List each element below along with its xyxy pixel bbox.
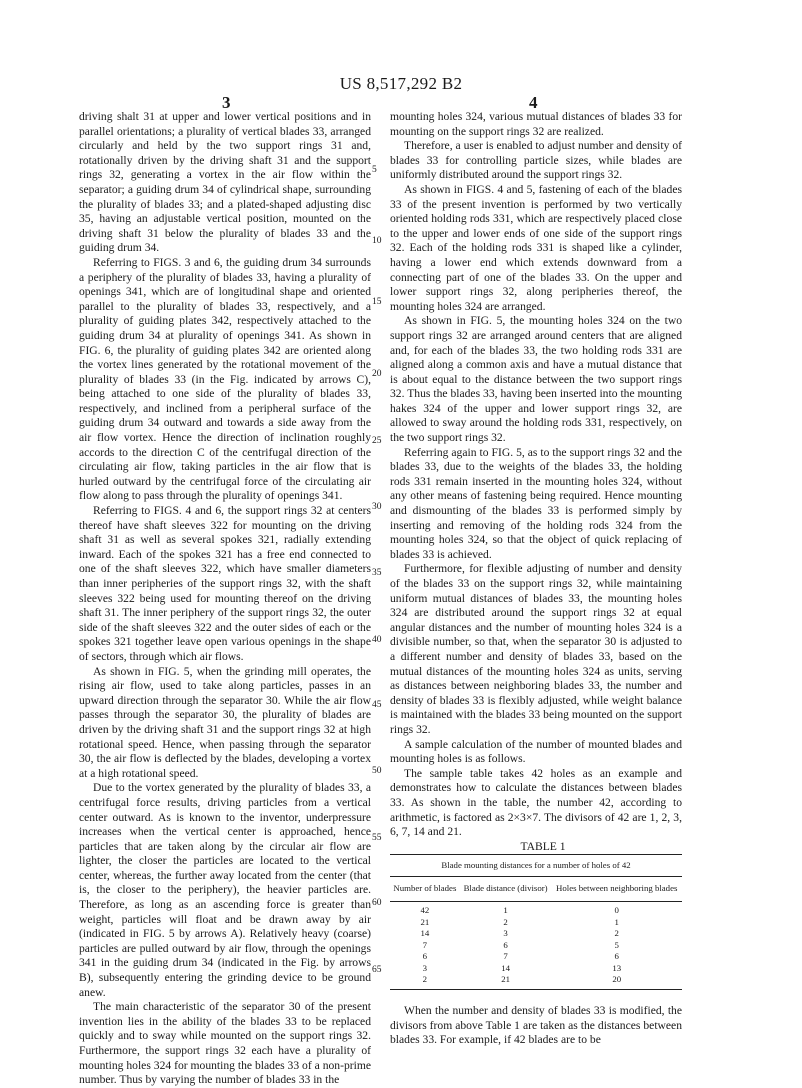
line-number: 40: [372, 635, 382, 645]
table-cell: 3: [503, 928, 508, 939]
table-row: [390, 963, 682, 975]
table-row: [390, 928, 682, 940]
table-cell: 6: [503, 939, 508, 950]
table-cell: 42: [420, 905, 430, 916]
table-cell: 14: [420, 928, 430, 939]
right-column: [390, 110, 682, 1048]
right-paragraph: Referring again to FIG. 5, as to the support rings 32 and the blades 33, due to the weights of the blades 33, the holding rods 331 remain inserted in the mounting holes 324, without any other means of fastening being required. Hence mounting and dismounting of the blades 33 is performed simply by inserting and removing of the holding rods 324 from the mounting holes 324, so that the object of quick replacing of blades 33 is achieved.: [390, 445, 682, 561]
right-paragraph: As shown in FIGS. 4 and 5, fastening of each of the blades 33 of the present invention is performed by two vertically oriented holding rods 331, which are respectively placed close to the upper and lower ends of one side of the support rings 32. Each of the holding rods 331 is shaped like a cylinder, having a lower end which extends downward from a connecting part of one of the blades 33. On the upper and lower support rings 32, along peripheries thereof, the mounting holes 324 are arranged.: [390, 182, 682, 313]
table-caption: Blade mounting distances for a number of holes of 42: [390, 854, 682, 877]
column-number-left: 3: [222, 93, 231, 112]
table-cell: 7: [422, 939, 428, 950]
table-row: [390, 951, 682, 963]
table-row: [390, 902, 682, 917]
line-number: 55: [372, 833, 382, 843]
table-cell: 13: [612, 962, 622, 973]
left-paragraph: Referring to FIGS. 3 and 6, the guiding drum 34 surrounds a periphery of the plurality of blades 33, having a plurality of openings 341, which are of longitudinal shape and oriented parallel to the plurality of blades 33, respectively, and a plurality of guiding plates 342, respectively attached to the guiding drum 34 at plurality of openings 341. As shown in FIG. 6, the plurality of guiding plates 342 are oriented along the vortex lines generated by the rotational movement of the plurality of blades 33 (in the Fig. indicated by arrows C), being attached to one side of the plurality of blades 33, respectively, and inclined from a peripheral surface of the guiding drum 34 outward and towards a side away from the air flow vortex. Hence the direction of inclination roughly accords to the direction C of the centrifugal direction of the circulating air flow, taking particles in the air flow that is hurled outward by the centrifugal force of the circulating air flow along to pass through the plurality of openings 341.: [79, 255, 371, 503]
left-column: [79, 110, 371, 1088]
table-header: Blade distance (divisor): [460, 877, 552, 902]
table-cell: 0: [614, 905, 619, 916]
table-cell: 21: [420, 916, 430, 927]
line-number: 30: [372, 502, 382, 512]
left-paragraph: driving shalt 31 at upper and lower vertical positions and in parallel orientations; a plurality of vertical blades 33, arranged circularly and held by the two support rings 31 and, rotationally driven by the driving shaft 31 and the support rings 32, generating a vortex in the air flow within the separator; a guiding drum 34 of cylindrical shape, surrounding the plurality of blades 33; and a plated-shaped adjusting disc 35, having an adjustable vertical position, mounted on the driving shaft 31 below the plurality of blades 33 and the guiding drum 34.: [79, 110, 371, 255]
table-row: [390, 974, 682, 989]
line-number: 10: [372, 236, 382, 246]
line-number: 50: [372, 766, 382, 776]
right-paragraph: When the number and density of blades 33 is modified, the divisors from above Table 1 are taken as the distances between blades 33. For example, if 42 blades are to be: [390, 1003, 682, 1047]
line-number: 25: [372, 436, 382, 446]
table-cell: 3: [422, 962, 428, 973]
table-cell: 5: [614, 939, 619, 950]
table-header: Number of blades: [390, 877, 460, 902]
left-paragraph: Due to the vortex generated by the plurality of blades 33, a centrifugal force results, driving particles from a vertical center outward. As is known to the inventor, underpressure increases when the vertical center is approached, hence particles that are taken along by the circular air flow are lighter, the closer the particles are located to the vertical center, whereas, the further away located from the center (that is, the closer to the periphery), the heavier particles are. Therefore, as long as an ascending force is greater than weight, particles will float and be drawn away by air (indicated in FIG. 5 by arrows A). Relatively heavy (coarse) particles are pulled outward by air flow, through the openings 341 in the guiding drum 34 (indicated in the Fig. by arrows B), subsequently entering the grinding device to be ground anew.: [79, 781, 371, 999]
table-cell: 20: [551, 974, 682, 989]
patent-number: US 8,517,292 B2: [339, 74, 463, 93]
blade-distance-table: [390, 854, 682, 990]
table-header: Holes between neighboring blades: [551, 877, 682, 902]
table-cell: 2: [390, 974, 460, 989]
table-cell: 1: [614, 916, 619, 927]
right-paragraph: The sample table takes 42 holes as an example and demonstrates how to calculate the distances between blades 33. As shown in the table, the number 42, according to arithmetic, is factored as 2×3×7. The divisors of 42 are 1, 2, 3, 6, 7, 14 and 21.: [390, 766, 682, 839]
line-number: 20: [372, 369, 382, 379]
line-number: 65: [372, 965, 382, 975]
line-number: 15: [372, 297, 382, 307]
table-title: TABLE 1: [520, 839, 566, 853]
table-cell: 14: [501, 962, 510, 973]
table-cell: 1: [503, 905, 508, 916]
table-cell: 6: [614, 951, 619, 962]
table-cell: 6: [422, 951, 428, 962]
left-paragraph: The main characteristic of the separator 30 of the present invention lies in the ability of the blades 33 to be replaced quickly and to sway while mounted on the support rings 32. Furthermore, the support rings 32 each have a plurality of mounting holes 324 for mounting the blades 33 of a non-prime number. Thus by varying the number of blades 33 in the: [79, 1000, 371, 1087]
table-cell: 2: [614, 928, 619, 939]
right-paragraph: mounting holes 324, various mutual distances of blades 33 for mounting on the support rings 32 are realized.: [390, 110, 682, 138]
right-paragraph: A sample calculation of the number of mounted blades and mounting holes is as follows.: [390, 737, 682, 766]
line-number: 45: [372, 700, 382, 710]
right-paragraph: As shown in FIG. 5, the mounting holes 324 on the two support rings 32 are arranged around centers that are aligned and, for each of the blades 33, the two holding rods 331 are aligned along a common axis and have a mutual distance that is about equal to the distance between the two support rings 32. Thus the blades 33, having been inserted into the mounting hakes 324 of the upper and lower support rings 32, are allowed to sway around the holding rods 331, respectively, on the two support rings 32.: [390, 314, 682, 445]
table-cell: 21: [460, 974, 552, 989]
table-cell: 2: [503, 916, 508, 927]
left-paragraph: As shown in FIG. 5, when the grinding mill operates, the rising air flow, used to take along particles, passes in an upward direction through the separator 30. While the air flow passes through the separator 30, the plurality of blades are driven by the driving shaft 31 and the support rings 32 at high rotational speed. Hence, when passing through the separator 30, the air flow is deflected by the blades, developing a vortex at a high rotational speed.: [79, 664, 371, 780]
table-row: [390, 940, 682, 952]
line-number: 5: [372, 165, 377, 175]
line-number: 35: [372, 568, 382, 578]
right-paragraph: Therefore, a user is enabled to adjust number and density of blades 33 for controlling particle sizes, while blades are uniformly distributed around the support rings 32.: [390, 139, 682, 182]
line-number: 60: [372, 898, 382, 908]
left-paragraph: Referring to FIGS. 4 and 6, the support rings 32 at centers thereof have shaft sleeves 322 for mounting on the driving shaft 31 as well as several spokes 321, radially extending inward. Each of the spokes 321 has a free end connected to one of the shaft sleeves 322, which have smaller diameters than inner peripheries of the support rings 32, with the shaft sleeves 322 being used for mounting thereof on the driving shaft 31. The inner periphery of the support rings 32, the outer side of the shaft sleeves 322 and the outer sides of each or the spokes 321 together leave open various openings in the shape of sectors, through which air flows.: [79, 504, 371, 663]
table-cell: 7: [503, 951, 508, 962]
column-number-right: 4: [529, 93, 538, 112]
table-row: [390, 917, 682, 929]
right-paragraph: Furthermore, for flexible adjusting of number and density of the blades 33 on the support rings 32, while maintaining uniform mutual distances of blades 33, the mounting holes 324 are distributed around the support rings 32 at equal angular distances and the number of mounting holes 324 is a divisible number, so that, when the separator 30 is adjusted to a different number and density of blades 33, based on the mutual distances of the mounting holes 324 as units, serving as distances between neighboring blades 33, the number and density of blades 33 is flexibly adjusted, while weight balance is maintained with the blades 33 being mounted on the support rings 32.: [390, 562, 682, 736]
